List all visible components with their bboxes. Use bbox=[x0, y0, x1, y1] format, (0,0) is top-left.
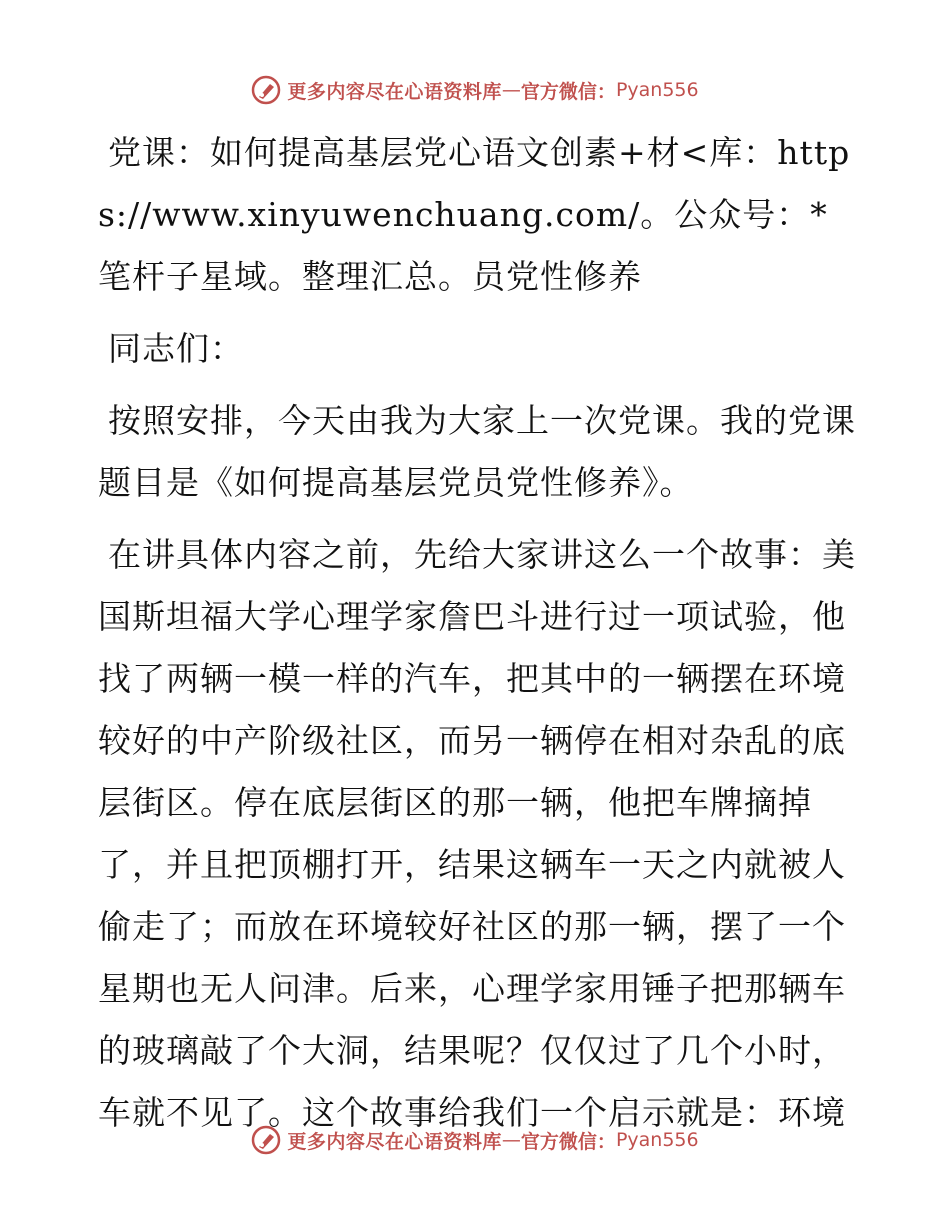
pen-nib-logo-icon bbox=[251, 1125, 281, 1155]
pen-nib-logo-icon bbox=[251, 75, 281, 105]
watermark-wechat-label: 官方微信： bbox=[520, 1130, 616, 1153]
document-body bbox=[98, 122, 858, 1144]
watermark-brand: 更多内容尽在心语资料库 bbox=[287, 1130, 502, 1153]
paragraph-intro: 按照安排，今天由我为大家上一次党课。我的党课题目是《如何提高基层党员党性修养》。 bbox=[98, 401, 856, 502]
paragraph-story: 在讲具体内容之前，先给大家讲这么一个故事：美国斯坦福大学心理学家詹巴斗进行过一项试验，他找了两辆一模一样的汽车，把其中的一辆摆在环境较好的中产阶级社区，而另一辆停在相对杂乱的底层街区。停在底层街区的那一辆，他把车牌摘掉了，并且把顶棚打开，结果这辆车一天之内就被人偷走了；而放在环境较好社区的那一辆，摆了一个星期也无人问津。后来，心理学家用锤子把那辆车的玻璃敲了个大洞，结果呢？仅仅过了几个小时，车就不见了。这个故事给我们一个启示就是：环境 bbox=[98, 535, 856, 1132]
watermark-separator: — bbox=[501, 79, 521, 101]
watermark-brand: 更多内容尽在心语资料库 bbox=[287, 80, 502, 103]
watermark-separator: — bbox=[501, 1129, 521, 1151]
watermark-wechat-id: Pyan556 bbox=[615, 1129, 699, 1151]
watermark-wechat-label: 官方微信： bbox=[520, 80, 616, 103]
document-heading: 党课：如何提高基层党心语文创素+材<库：https://www.xinyuwenchuang.com/。公众号：*笔杆子星域。整理汇总。员党性修养 bbox=[98, 133, 851, 296]
watermark-wechat-id: Pyan556 bbox=[615, 79, 699, 101]
greeting: 同志们： bbox=[108, 329, 244, 368]
footer-watermark bbox=[0, 1120, 950, 1160]
header-watermark bbox=[0, 70, 950, 110]
